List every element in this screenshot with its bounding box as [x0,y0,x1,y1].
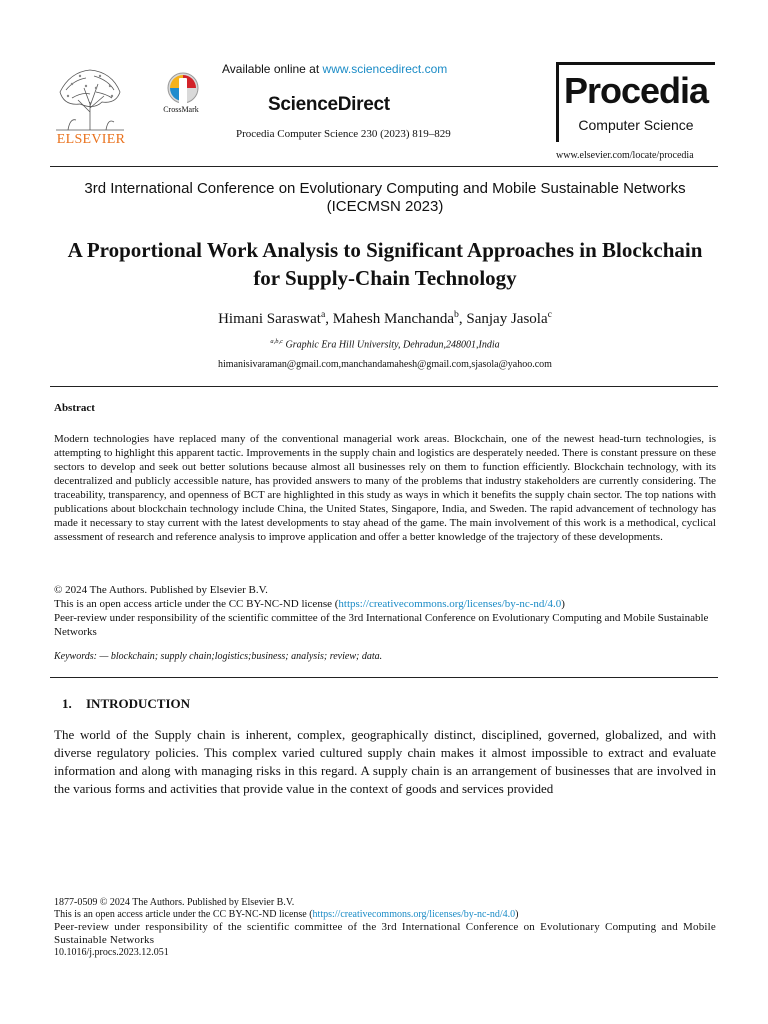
abstract-top-divider [50,386,718,387]
keywords: Keywords: — blockchain; supply chain;logistics;business; analysis; review; data. [54,651,383,662]
section-number: 1. [62,696,72,711]
author-name: Sanjay Jasola [466,311,548,327]
issn-line: 1877-0509 © 2024 The Authors. Published by Elsevier B.V. [54,897,295,908]
affiliation-marks: a,b,c [270,338,283,345]
author-name: Mahesh Manchanda [332,311,454,327]
doi[interactable]: 10.1016/j.procs.2023.12.051 [54,947,169,958]
footer-license-line [54,909,716,921]
author-mark: c [547,309,552,320]
journal-reference: Procedia Computer Science 230 (2023) 819–829 [236,128,451,140]
license-line [54,597,716,611]
author-mark: b [454,309,459,320]
author-emails[interactable]: himanisivaraman@gmail.com,manchandamahesh@gmail.com,sjasola@yahoo.com [218,359,552,370]
license-link[interactable]: https://creativecommons.org/licenses/by-nc-nd/4.0 [338,598,562,610]
footer-license-link[interactable]: https://creativecommons.org/licenses/by-nc-nd/4.0 [312,909,516,920]
header-divider [50,166,718,167]
author-name: Himani Saraswat [218,311,321,327]
author-mark: a [320,309,326,320]
journal-logo-subtitle: Computer Science [578,117,694,133]
available-online [222,62,447,76]
section-heading [62,696,190,712]
abstract-bottom-divider [50,677,718,678]
sciencedirect-logo: ScienceDirect [268,94,390,115]
footer-license-suffix: ) [515,909,519,920]
abstract-heading: Abstract [54,402,95,414]
journal-url[interactable]: www.elsevier.com/locate/procedia [556,150,694,161]
copyright-block [54,583,716,639]
peer-review-line: Peer-review under responsibility of the scientific committee of the 3rd International Conference on Evolutionary Computing and Mobile Sustainable Networks [54,612,709,638]
publisher-wordmark: ELSEVIER [56,132,126,147]
footer-license-prefix: This is an open access article under the CC BY-NC-ND license ( [54,909,313,920]
available-prefix: Available online at [222,62,323,76]
introduction-body: The world of the Supply chain is inherent, complex, geographically distinct, disciplined, governed, globalized, and with diverse regulatory policies. This complex varied cultured supply chain makes it almost impossible to extract and evaluate information and along with managing risks in this regard. A supply chain is an arrangement of businesses that are involved in the various forms and activities that provide value in the context of goods and services provided [54,727,716,796]
license-prefix: This is an open access article under the CC BY-NC-ND license ( [54,598,339,610]
conference-name: 3rd International Conference on Evolutionary Computing and Mobile Sustainable Networks (ICECMSN 2023) [84,180,686,215]
journal-logo-title: Procedia [563,70,709,111]
paper-title: A Proportional Work Analysis to Significant Approaches in Blockchain for Supply-Chain Technology [67,238,703,290]
footer-notes [54,897,716,959]
author-list: Himani Saraswat$^a$, Mahesh Manchanda$^b$, Sanjay Jasola$^c$ [218,309,552,327]
crossmark-label: CrossMark [163,105,199,114]
footer-peer-review: Peer-review under responsibility of the scientific committee of the 3rd International Conference on Evolutionary Computing and Mobile Sustainable Networks [54,921,716,946]
affiliation [60,338,710,350]
section-title: INTRODUCTION [86,696,191,711]
abstract-body: Modern technologies have replaced many of the conventional managerial work areas. Blockchain, one of the newest head-turn technologies, is attempting to highlight this apparent tactic. Improvements in the supply chain and logistics are desperately needed. There is constant pressure on these sectors to develop and seek out better solutions because almost all businesses rely on them to function efficiently. Blockchain technology, with its decentralized and publicly accessible nature, has provided answers to many of the problems that industry stakeholders are currently considering. The traceability, transparency, and openness of BCT are highlighted in this study as ways in which it benefits the supply chain sector. The top nations with publications about blockchain technology include China, the United States, Singapore, India, and Sweden. The rapid advancement of technology has made it necessary to stay current with the latest developments to stay ahead of the game. The main involvement of this work is a methodical, cyclical assessment of research and reference analysis to improve application and offer a better knowledge of the trajectory of these developments. [54,433,716,543]
affiliation-text: Graphic Era Hill University, Dehradun,248001,India [282,339,500,351]
copyright-line: © 2024 The Authors. Published by Elsevier B.V. [54,584,268,596]
license-suffix: ) [561,598,565,610]
sciencedirect-link[interactable]: www.sciencedirect.com [322,62,448,76]
